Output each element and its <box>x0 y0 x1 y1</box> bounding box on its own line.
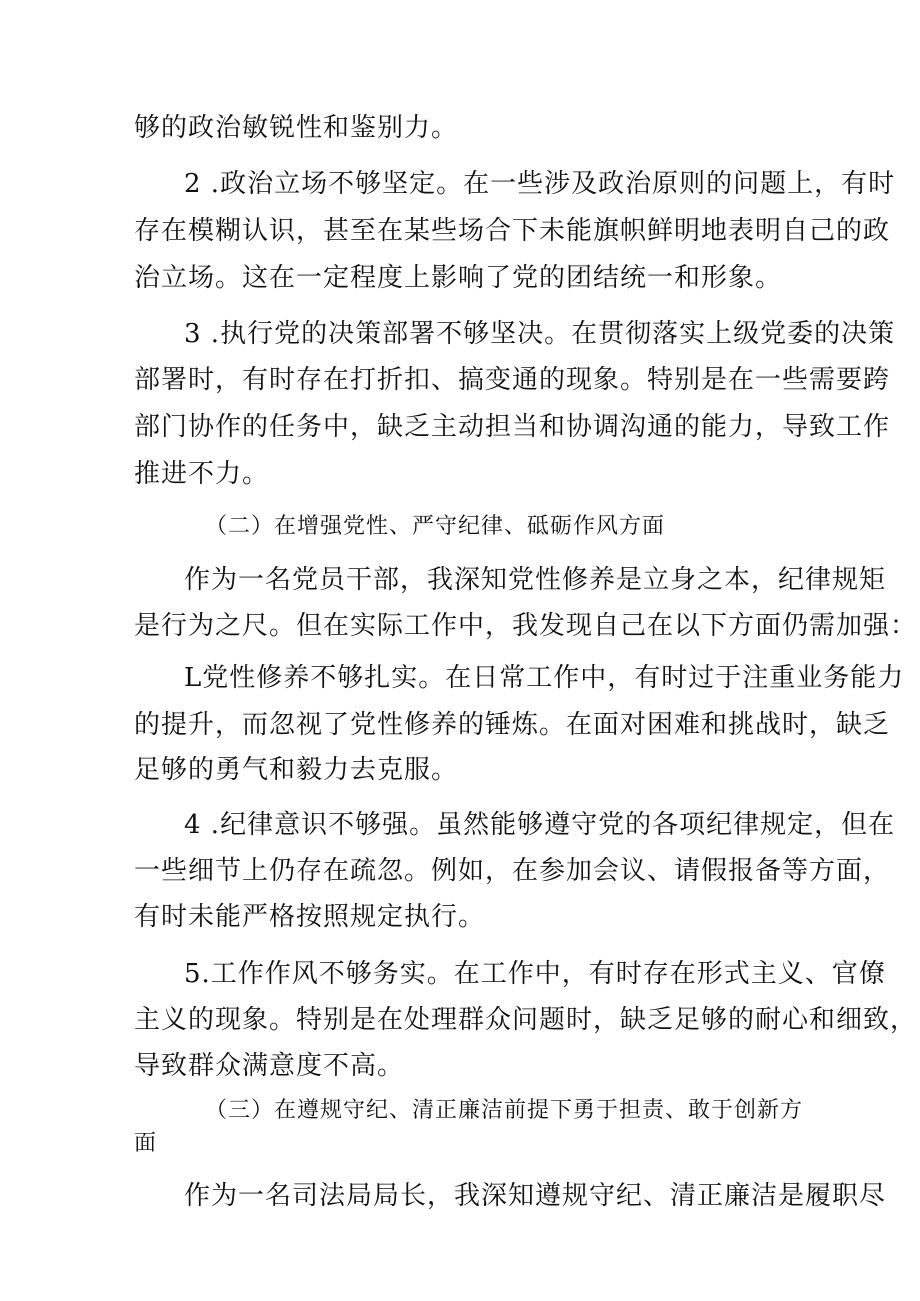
text-line: 主义的现象。特别是在处理群众问题时，缺乏足够的耐心和细致， <box>134 1005 918 1035</box>
text-line: L党性修养不够扎实。在日常工作中，有时过于注重业务能力 <box>184 663 905 693</box>
section-heading-continued: 面 <box>134 1131 158 1156</box>
text-line: 的提升，而忽视了党性修养的锤炼。在面对困难和挑战时，缺乏 <box>134 710 891 740</box>
text-line: 推进不力。 <box>134 459 270 489</box>
text-line: 2 .政治立场不够坚定。在一些涉及政治原则的问题上，有时 <box>184 169 896 199</box>
text-line: 4 .纪律意识不够强。虽然能够遵守党的各项纪律规定，但在 <box>184 810 896 840</box>
text-line: 5.工作作风不够务实。在工作中，有时存在形式主义、官僚 <box>184 959 886 989</box>
text-line: 够的政治敏锐性和鉴别力。 <box>134 113 459 143</box>
text-line: 存在模糊认识，甚至在某些场合下未能旗帜鲜明地表明自己的政 <box>134 216 891 246</box>
text-line: 一些细节上仍存在疏忽。例如，在参加会议、请假报备等方面， <box>134 856 891 886</box>
section-heading: （三）在遵规守纪、清正廉洁前提下勇于担责、敢于创新方 <box>205 1098 804 1123</box>
text-line: 导致群众满意度不高。 <box>134 1051 405 1081</box>
text-line: 足够的勇气和毅力去克服。 <box>134 755 459 785</box>
text-line: 有时未能严格按照规定执行。 <box>134 902 486 932</box>
text-line: 3 .执行党的决策部署不够坚决。在贯彻落实上级党委的决策 <box>184 319 896 349</box>
text-line: 作为一名党员干部，我深知党性修养是立身之本，纪律规矩 <box>184 565 887 595</box>
text-line: 部署时，有时存在打折扣、搞变通的现象。特别是在一些需要跨 <box>134 365 891 395</box>
text-line: 作为一名司法局局长，我深知遵规守纪、清正廉洁是履职尽 <box>184 1181 887 1211</box>
text-line: 治立场。这在一定程度上影响了党的团结统一和形象。 <box>134 263 783 293</box>
text-line: 是行为之尺。但在实际工作中，我发现自己在以下方面仍需加强： <box>134 611 918 641</box>
section-heading: （二）在增强党性、严守纪律、砥砺作风方面 <box>205 514 666 539</box>
text-line: 部门协作的任务中，缺乏主动担当和协调沟通的能力，导致工作 <box>134 412 891 442</box>
